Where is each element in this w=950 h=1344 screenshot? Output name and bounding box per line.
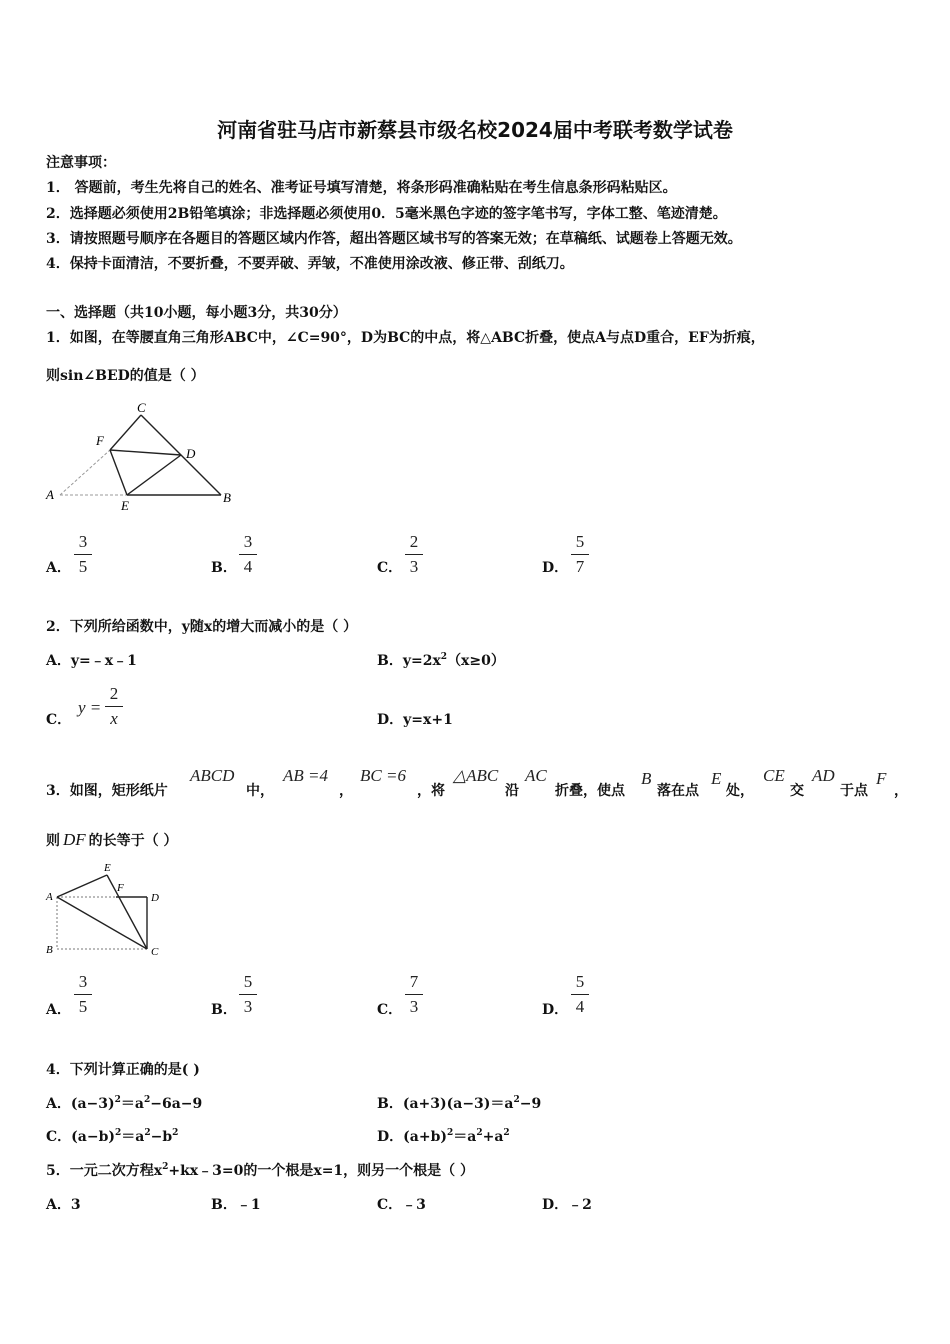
q4-option-a: A．$(a-3)^2=a^2-6a-9$ bbox=[46, 1095, 203, 1112]
q2-option-b: B．$y=2x^2(x\ge 0)$ bbox=[377, 652, 505, 669]
label-f: F bbox=[117, 882, 124, 894]
q3-option-c-label: C． bbox=[377, 1002, 403, 1018]
q3-option-a-label: A． bbox=[46, 1002, 71, 1018]
label-d: D bbox=[151, 892, 159, 904]
q3-stem-part: 中， bbox=[246, 783, 274, 799]
q5-option-d: D．﹣2 bbox=[542, 1197, 592, 1213]
q3-stem-part: 落在点 bbox=[657, 783, 699, 799]
q1-option-b-fraction: 3 4 bbox=[238, 532, 258, 577]
q4-option-b: B．$(a+3)(a-3)=a^2-9$ bbox=[377, 1095, 542, 1112]
notice-item: 3．请按照题号顺序在各题目的答题区域内作答，超出答题区域书写的答案无效；在草稿纸、试题卷上答题无效。 bbox=[46, 231, 742, 247]
q5-option-c: C．﹣3 bbox=[377, 1197, 426, 1213]
label-b: B bbox=[46, 944, 53, 956]
q1-option-a-fraction: 3 5 bbox=[73, 532, 93, 577]
q3-stem-part: ， bbox=[339, 783, 353, 799]
section-heading: 一、选择题（共10小题，每小题3分，共30分） bbox=[46, 305, 347, 321]
q3-stem-part: ， bbox=[894, 783, 908, 799]
q1-figure bbox=[40, 398, 240, 516]
q3-figure bbox=[38, 860, 168, 960]
q3-stem-line2: 则 DF 的长等于（ ） bbox=[46, 830, 178, 849]
q3-stem-part: 于点 bbox=[840, 783, 868, 799]
label-f: F bbox=[96, 433, 104, 448]
q1-option-c-fraction: 2 3 bbox=[404, 532, 424, 577]
q1-option-c-label: C． bbox=[377, 560, 403, 576]
q3-math: F bbox=[876, 769, 887, 788]
label-c: C bbox=[151, 946, 159, 958]
q2-option-c-fraction: 2 x bbox=[104, 684, 124, 729]
q1-stem: 1．如图，在等腰直角三角形ABC中，∠C=90°，D为BC的中点，将△ABC折叠，使点A与点D重合，EF为折痕， bbox=[46, 330, 765, 346]
notice-item: 4．保持卡面清洁，不要折叠，不要弄破、弄皱，不准使用涂改液、修正带、刮纸刀。 bbox=[46, 256, 574, 272]
q3-math: AB =4 bbox=[283, 766, 328, 785]
q3-math: AC bbox=[525, 766, 547, 785]
q3-math: CE bbox=[763, 766, 785, 785]
q3-stem-part: 处， bbox=[726, 783, 754, 799]
label-b: B bbox=[223, 490, 231, 505]
q2-option-c-lhs: y = bbox=[78, 698, 102, 717]
q3-stem-part: 沿 bbox=[505, 783, 519, 799]
q4-option-d: D．$(a+b)^2=a^2+a^2$ bbox=[377, 1128, 510, 1145]
label-c: C bbox=[137, 400, 146, 415]
q3-math: ABCD bbox=[190, 766, 235, 785]
notice-item: 1． 答题前，考生先将自己的姓名、准考证号填写清楚，将条形码准确粘贴在考生信息条形码粘贴区。 bbox=[46, 180, 677, 196]
q1-option-a-label: A． bbox=[46, 560, 71, 576]
label-d: D bbox=[186, 446, 196, 461]
q3-math: E bbox=[711, 769, 722, 788]
q3-stem-part: 折叠，使点 bbox=[555, 783, 625, 799]
notice-heading: 注意事项： bbox=[46, 155, 116, 171]
q3-math: B bbox=[641, 769, 652, 788]
q1-stem-line2: 则sin∠BED的值是（ ） bbox=[46, 368, 205, 384]
q2-stem: 2．下列所给函数中，y随x的增大而减小的是（ ） bbox=[46, 619, 358, 635]
q2-option-a: A．y=﹣x﹣1 bbox=[46, 653, 137, 669]
q1-option-d-label: D． bbox=[542, 560, 569, 576]
q3-math: BC =6 bbox=[360, 766, 406, 785]
label-a: A bbox=[46, 891, 53, 903]
label-a: A bbox=[46, 487, 54, 502]
q3-option-d-fraction: 5 4 bbox=[570, 972, 590, 1017]
page-title: 河南省驻马店市新蔡县市级名校2024届中考联考数学试卷 bbox=[217, 118, 733, 142]
q2-option-c-label: C． bbox=[46, 712, 72, 728]
q5-option-a: A．3 bbox=[46, 1197, 81, 1213]
q3-math: △ABC bbox=[453, 766, 499, 785]
q3-stem-part: ，将 bbox=[417, 783, 445, 799]
q3-stem-part: 3．如图，矩形纸片 bbox=[46, 783, 168, 799]
q1-option-b-label: B． bbox=[211, 560, 237, 576]
q4-option-c: C．$(a-b)^2=a^2-b^2$ bbox=[46, 1128, 179, 1145]
q4-stem: 4．下列计算正确的是( ) bbox=[46, 1062, 200, 1078]
q3-option-d-label: D． bbox=[542, 1002, 569, 1018]
q3-option-b-fraction: 5 3 bbox=[238, 972, 258, 1017]
q1-option-d-fraction: 5 7 bbox=[570, 532, 590, 577]
label-e: E bbox=[121, 498, 129, 513]
q5-stem: 5．一元二次方程$x^2+kx﹣3=0$的一个根是x=1，则另一个根是（ ） bbox=[46, 1162, 475, 1179]
q5-option-b: B．﹣1 bbox=[211, 1197, 261, 1213]
label-e: E bbox=[104, 862, 111, 874]
q3-stem-part: 交 bbox=[790, 783, 804, 799]
q3-math: AD bbox=[812, 766, 835, 785]
notice-item: 2．选择题必须使用2B铅笔填涂；非选择题必须使用0．5毫米黑色字迹的签字笔书写，字体工整、笔迹清楚。 bbox=[46, 206, 727, 222]
q3-option-a-fraction: 3 5 bbox=[73, 972, 93, 1017]
q2-option-d: D．y=x+1 bbox=[377, 712, 453, 728]
q3-option-b-label: B． bbox=[211, 1002, 237, 1018]
q3-option-c-fraction: 7 3 bbox=[404, 972, 424, 1017]
